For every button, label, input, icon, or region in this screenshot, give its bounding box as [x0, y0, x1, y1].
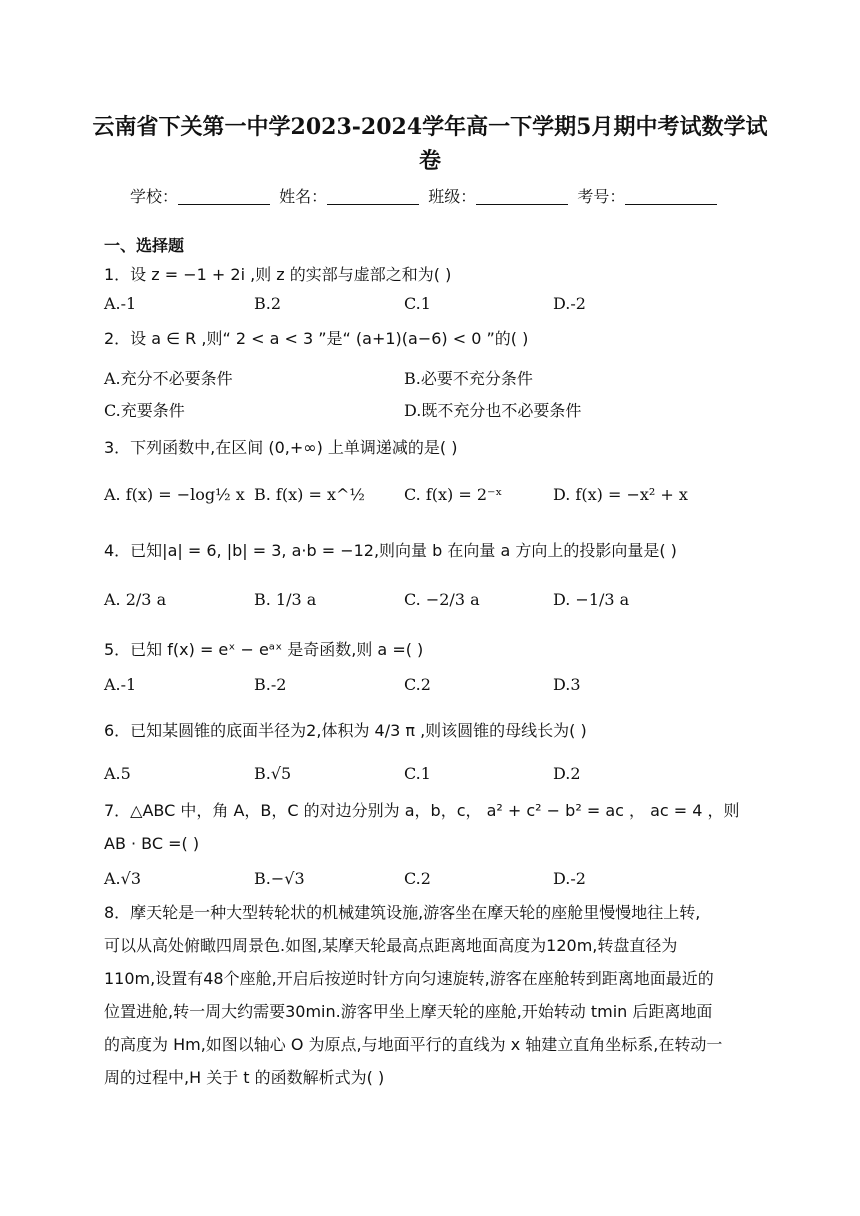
question-8-line: 周的过程中,H 关于 t 的函数解析式为( ): [104, 1068, 385, 1087]
school-label: 学校：: [130, 187, 179, 206]
option-d: D.既不充分也不必要条件: [404, 401, 582, 420]
question-8-line: 的高度为 Hm,如图以轴心 O 为原点,与地面平行的直线为 x 轴建立直角坐标系,在转动一: [104, 1035, 723, 1054]
option-a: A.-1: [104, 675, 137, 694]
option-b: B.必要不充分条件: [404, 369, 533, 388]
option-c: C.1: [404, 294, 431, 313]
option-b: B.√5: [254, 764, 292, 783]
option-b: B.−√3: [254, 869, 305, 888]
option-c: C.2: [404, 675, 431, 694]
option-a: A.√3: [104, 869, 142, 888]
question-3-stem: 3．下列函数中,在区间 (0,+∞) 上单调递减的是( ): [104, 438, 458, 457]
option-d: D. f(x) = −x² + x: [553, 485, 688, 504]
option-d: D. −1/3 a: [553, 590, 630, 609]
option-a: A.-1: [104, 294, 137, 313]
name-blank: [327, 188, 419, 205]
question-1-stem: 1．设 z = −1 + 2i ,则 z 的实部与虚部之和为( ): [104, 265, 452, 284]
section-title: 一、选择题: [104, 236, 185, 255]
question-8-line: 可以从高处俯瞰四周景色.如图,某摩天轮最高点距离地面高度为120m,转盘直径为: [104, 936, 678, 955]
option-d: D.2: [553, 764, 581, 783]
option-b: B. f(x) = x^½: [254, 485, 365, 504]
option-c: C.充要条件: [104, 401, 185, 420]
option-d: D.-2: [553, 869, 586, 888]
option-a: A. f(x) = −log½ x: [104, 485, 245, 504]
question-6-stem: 6．已知某圆锥的底面半径为2,体积为 4/3 π ,则该圆锥的母线长为( ): [104, 721, 587, 740]
exam-number-blank: [625, 188, 717, 205]
option-a: A.5: [104, 764, 131, 783]
question-7-stem-line2: AB · BC =( ): [104, 834, 200, 853]
exam-title-line2: 卷: [418, 148, 441, 174]
student-info-line: [130, 184, 750, 207]
option-b: B. 1/3 a: [254, 590, 317, 609]
option-c: C.2: [404, 869, 431, 888]
option-a: A.充分不必要条件: [104, 369, 233, 388]
option-b: B.-2: [254, 675, 287, 694]
option-d: D.-2: [553, 294, 586, 313]
option-c: C.1: [404, 764, 431, 783]
question-8-paragraph: [104, 896, 764, 1094]
question-2-stem: 2．设 a ∈ R ,则“ 2 < a < 3 ”是“ (a+1)(a−6) < 0 ”的( ): [104, 329, 529, 348]
option-b: B.2: [254, 294, 282, 313]
school-blank: [178, 188, 270, 205]
question-8-line: 8．摩天轮是一种大型转轮状的机械建筑设施,游客坐在摩天轮的座舱里慢慢地往上转,: [104, 903, 701, 922]
option-c: C. −2/3 a: [404, 590, 480, 609]
exam-number-label: 考号：: [577, 187, 626, 206]
question-4-stem: 4．已知|a| = 6, |b| = 3, a·b = −12,则向量 b 在向量 a 方向上的投影向量是( ): [104, 541, 677, 560]
question-8-line: 110m,设置有48个座舱,开启后按逆时针方向匀速旋转,游客在座舱转到距离地面最近的: [104, 969, 714, 988]
class-label: 班级：: [428, 187, 477, 206]
question-5-stem: 5．已知 f(x) = eˣ − eᵃˣ 是奇函数,则 a =( ): [104, 640, 424, 659]
option-d: D.3: [553, 675, 581, 694]
question-8-line: 位置进舱,转一周大约需要30min.游客甲坐上摩天轮的座舱,开始转动 tmin 后距离地面: [104, 1002, 713, 1021]
exam-title-line1: 云南省下关第一中学2023-2024学年高一下学期5月期中考试数学试: [92, 114, 768, 140]
class-blank: [476, 188, 568, 205]
name-label: 姓名：: [279, 187, 328, 206]
option-c: C. f(x) = 2⁻ˣ: [404, 485, 503, 504]
question-7-stem: 7．△ABC 中，角 A，B，C 的对边分别为 a，b，c， a² + c² − b² = ac ， ac = 4 ，则: [104, 801, 740, 820]
option-a: A. 2/3 a: [104, 590, 167, 609]
